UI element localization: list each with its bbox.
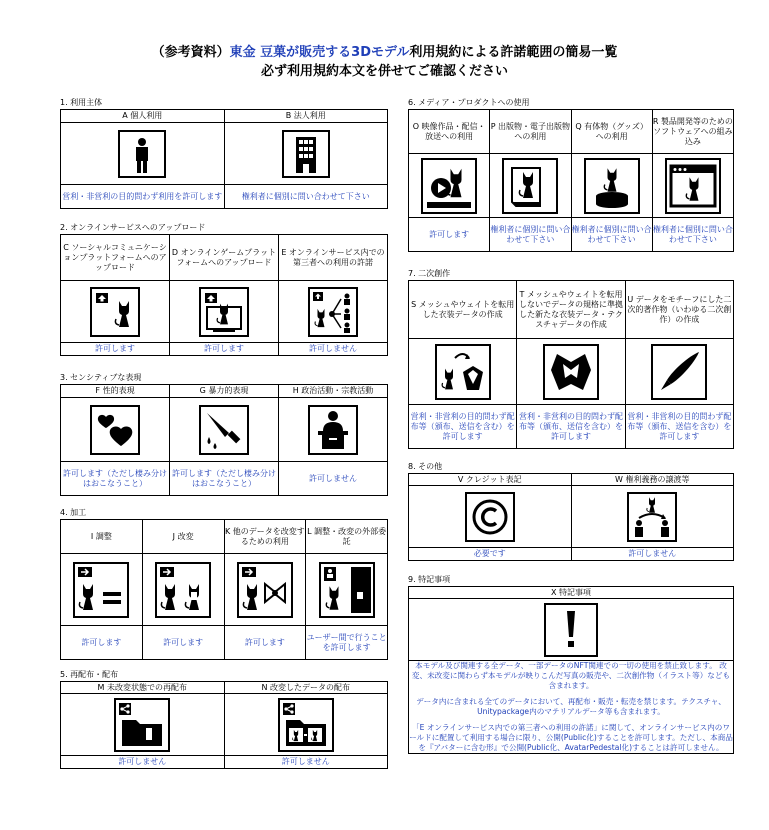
status-k: 許可します (224, 626, 306, 660)
folder-share-icon (61, 698, 224, 752)
share-users-icon (279, 287, 387, 337)
section-title: 6. メディア・プロダクトへの使用 (408, 98, 530, 107)
status-q: 権利者に個別に問い合わせて下さい (571, 218, 652, 252)
item-label-b: B 法人利用 (224, 110, 388, 123)
status-o: 許可します (409, 218, 490, 252)
cat-pair-icon (143, 562, 224, 618)
item-label-v: V クレジット表記 (409, 474, 572, 486)
status-f: 許可します（ただし棲み分けはおこなうこと） (61, 462, 170, 496)
dress-icon (517, 344, 624, 400)
folder-share-edit-icon (225, 698, 388, 752)
section-title: 1. 利用主体 (60, 98, 103, 107)
section-online-upload (60, 222, 388, 356)
outsource-icon (306, 562, 387, 618)
software-icon (653, 158, 733, 214)
section-title: 8. その他 (408, 462, 443, 471)
item-label-d: D オンラインゲームプラットフォームへのアップロード (170, 235, 279, 281)
transfer-icon (572, 492, 734, 542)
section-other (408, 461, 734, 561)
item-label-i: I 調整 (61, 520, 143, 554)
item-label-p: P 出版物・電子出版物への利用 (490, 110, 571, 154)
status-p: 権利者に個別に問い合わせて下さい (490, 218, 571, 252)
knife-icon (170, 405, 278, 455)
page-subtitle: 必ず利用規約本文を併せてご確認ください (260, 64, 508, 79)
item-label-j: J 改変 (142, 520, 224, 554)
upload-cat-icon (61, 287, 169, 337)
item-label-g: G 暴力的表現 (170, 385, 279, 398)
pen-icon (626, 344, 733, 400)
modification-table (60, 519, 388, 660)
page-title: （参考資料）東金 豆菓が販売する3Dモデル利用規約による許諾範囲の簡易一覧 (151, 45, 618, 60)
usage-subject-table (60, 109, 388, 209)
section-media (408, 97, 734, 252)
item-label-o: O 映像作品・配信・放送への利用 (409, 110, 490, 154)
hearts-icon (61, 405, 169, 455)
status-u: 営利・非営利の目的問わず配布等（頒布、送信を含む）を許可します (625, 405, 733, 449)
status-g: 許可します（ただし棲み分けはおこなうこと） (170, 462, 279, 496)
item-label-u: U データをモチーフにした二次的著作物（いわゆる二次創作）の作成 (625, 281, 733, 339)
section-sensitive (60, 372, 388, 496)
status-h: 許可しません (279, 462, 388, 496)
person-icon (61, 130, 224, 178)
section-modification (60, 507, 388, 660)
section-title: 3. センシティブな表現 (60, 373, 142, 382)
book-cat-icon (490, 158, 570, 214)
item-label-n: N 改変したデータの配布 (224, 682, 388, 694)
item-label-q: Q 有体物（グッズ）への利用 (571, 110, 652, 154)
item-label-l: L 調整・改変の外部委託 (306, 520, 388, 554)
section-redistribution (60, 669, 388, 769)
brand-name: 東金 豆菓が販売する3Dモデル (229, 45, 410, 60)
item-label-f: F 性的表現 (61, 385, 170, 398)
status-r: 権利者に個別に問い合わせて下さい (652, 218, 733, 252)
note-online-service: 「E オンラインサービス内での第三者への利用の許諾」に関して、オンラインサービス内のワールドに配置して利用する場合に限り、公開(Public化)することを許可します。ただし、本商品を『アバターに含む形』で公開(Public化、AvatarPedestal化)することは許可しません。 (409, 723, 733, 752)
other-table (408, 473, 734, 561)
note-nft: 本モデル及び関連する全データ、一部データのNFT関連での一切の使用を禁止致します。 改変、未改変に関わらず本モデルが映りこんだ写真の販売や、二次創作物（イラスト等）なども含まれます。 (411, 661, 731, 690)
status-n: 許可しません (224, 756, 388, 769)
status-s: 営利・非営利の目的問わず配布等（頒布、送信を含む）を許可します (409, 405, 517, 449)
media-table (408, 109, 734, 252)
item-label-r: R 製品開発等のためのソフトウェアへの組み込み (652, 110, 733, 154)
status-v: 必要です (409, 548, 572, 561)
section-title: 4. 加工 (60, 508, 87, 517)
section-title: 9. 特記事項 (408, 575, 451, 584)
cat-dress-icon (409, 344, 516, 400)
section-usage-subject (60, 97, 388, 209)
status-c: 許可します (61, 343, 170, 356)
status-m: 許可しません (61, 756, 225, 769)
figure-icon (572, 158, 652, 214)
status-l: ユーザー間で行うことを許可します (306, 626, 388, 660)
cat-equals-icon (61, 562, 142, 618)
section-title: 7. 二次創作 (408, 269, 451, 278)
cat-bow-icon (225, 562, 306, 618)
note-redistribution: データ内に含まれる全てのデータにおいて、再配布・販売・転売を禁じます。テクスチャ、Unitypackage内のマテリアルデータ等も含まれます。 (416, 697, 726, 716)
sensitive-table (60, 384, 388, 496)
derivative-table (408, 280, 734, 449)
item-label-s: S メッシュやウェイトを転用した衣装データの作成 (409, 281, 517, 339)
item-label-e: E オンラインサービス内での第三者への利用の許諾 (279, 235, 388, 281)
item-label-t: T メッシュやウェイトを転用しないでデータの規格に準拠した新たな衣装データ・テクスチャデータの作成 (517, 281, 625, 339)
special-notes-table (408, 586, 734, 754)
upload-cat-screen-icon (170, 287, 278, 337)
exclamation-icon (409, 603, 733, 657)
section-title: 2. オンラインサービスへのアップロード (60, 223, 206, 232)
status-d: 許可します (170, 343, 279, 356)
status-w: 許可しません (571, 548, 734, 561)
redistribution-table (60, 681, 388, 769)
special-notes-text (409, 661, 734, 754)
item-label-h: H 政治活動・宗教活動 (279, 385, 388, 398)
section-derivative (408, 268, 734, 449)
status-e: 許可しません (279, 343, 388, 356)
item-label-w: W 権利義務の譲渡等 (571, 474, 734, 486)
item-label-c: C ソーシャルコミュニケーションプラットフォームへのアップロード (61, 235, 170, 281)
item-label-x: X 特記事項 (409, 587, 734, 599)
section-title: 5. 再配布・配布 (60, 670, 119, 679)
podium-icon (279, 405, 387, 455)
building-icon (225, 130, 388, 178)
status-i: 許可します (61, 626, 143, 660)
item-label-a: A 個人利用 (61, 110, 225, 123)
online-upload-table (60, 234, 388, 356)
item-label-m: M 未改変状態での再配布 (61, 682, 225, 694)
video-cat-icon (409, 158, 489, 214)
copyright-icon (409, 492, 571, 542)
status-a: 営利・非営利の目的問わず利用を許可します (61, 185, 225, 209)
item-label-k: K 他のデータを改変するための利用 (224, 520, 306, 554)
status-t: 営利・非営利の目的問わず配布等（頒布、送信を含む）を許可します (517, 405, 625, 449)
status-j: 許可します (142, 626, 224, 660)
section-special-notes (408, 574, 734, 754)
status-b: 権利者に個別に問い合わせて下さい (224, 185, 388, 209)
